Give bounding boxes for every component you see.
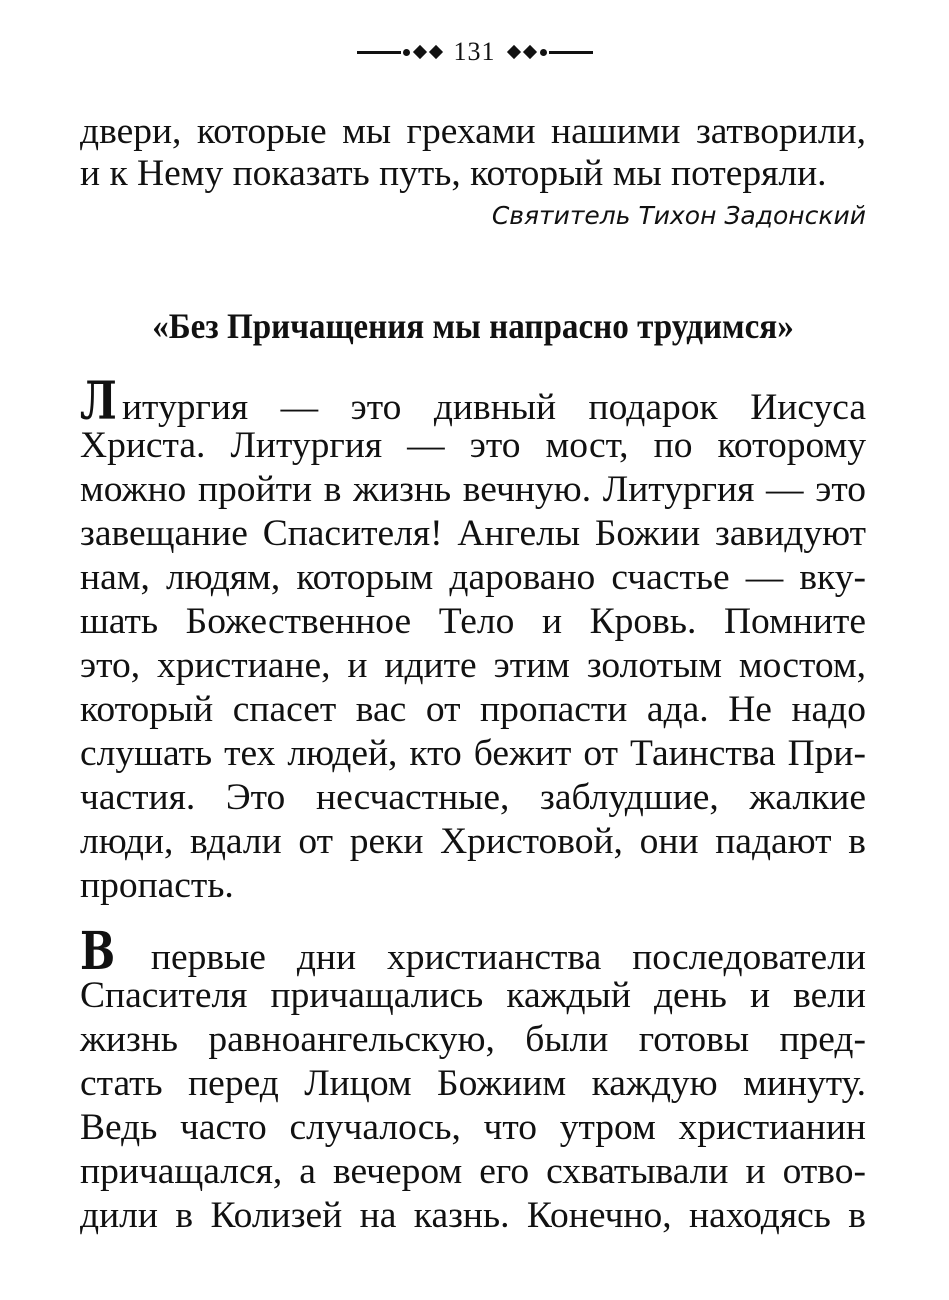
left-ornament-icon bbox=[357, 47, 444, 57]
paragraph-line: нам, людям, которым даровано счастье — вку- bbox=[80, 557, 866, 598]
paragraph-line: частия. Это несчастные, заблудшие, жалкие bbox=[80, 777, 866, 818]
paragraph-line: жизнь равноангельскую, были готовы пред- bbox=[80, 1019, 866, 1060]
paragraph-line: стать перед Лицом Божиим каждую минуту. bbox=[80, 1063, 866, 1104]
dropcap: Л bbox=[80, 371, 117, 432]
quote-line: двери, которые мы грехами нашими затворили, bbox=[80, 111, 866, 152]
paragraph-line: дили в Колизей на казнь. Конечно, находясь в bbox=[80, 1195, 866, 1236]
paragraph-line: люди, вдали от реки Христовой, они падают в bbox=[80, 821, 866, 862]
section-title: «Без Причащения мы напрасно трудимся» bbox=[152, 306, 794, 346]
paragraph-line: пропасть. bbox=[80, 865, 234, 906]
paragraph-line: завещание Спасителя! Ангелы Божии завидуют bbox=[80, 513, 866, 554]
paragraph-line: Ведь часто случалось, что утром христианин bbox=[80, 1107, 866, 1148]
paragraph-first-line-text: итургия — это дивный подарок Иисуса bbox=[121, 387, 866, 428]
quote-author: Святитель Тихон Задонский bbox=[491, 201, 866, 230]
paragraph-line: это, христиане, и идите этим золотым мостом, bbox=[80, 645, 866, 686]
right-ornament-icon bbox=[506, 47, 593, 57]
paragraph-line: слушать тех людей, кто бежит от Таинства При- bbox=[80, 733, 866, 774]
page-number: 131 bbox=[453, 37, 496, 66]
paragraph-line: который спасет вас от пропасти ада. Не надо bbox=[80, 689, 866, 730]
page-header bbox=[0, 32, 949, 72]
paragraph-line: можно пройти в жизнь вечную. Литургия — это bbox=[80, 469, 866, 510]
paragraph-line: Христа. Литургия — это мост, по которому bbox=[80, 425, 866, 466]
quote-line: и к Нему показать путь, который мы потеряли. bbox=[80, 153, 827, 194]
paragraph-line bbox=[80, 921, 866, 982]
paragraph-line: причащался, а вечером его схватывали и отво- bbox=[80, 1151, 866, 1192]
paragraph-line bbox=[80, 371, 866, 432]
paragraph-line: шать Божественное Тело и Кровь. Помните bbox=[80, 601, 866, 642]
dropcap: В bbox=[80, 921, 116, 982]
paragraph-first-line-text: первые дни христианства последователи bbox=[119, 937, 866, 978]
paragraph-line: Спасителя причащались каждый день и вели bbox=[80, 975, 866, 1016]
